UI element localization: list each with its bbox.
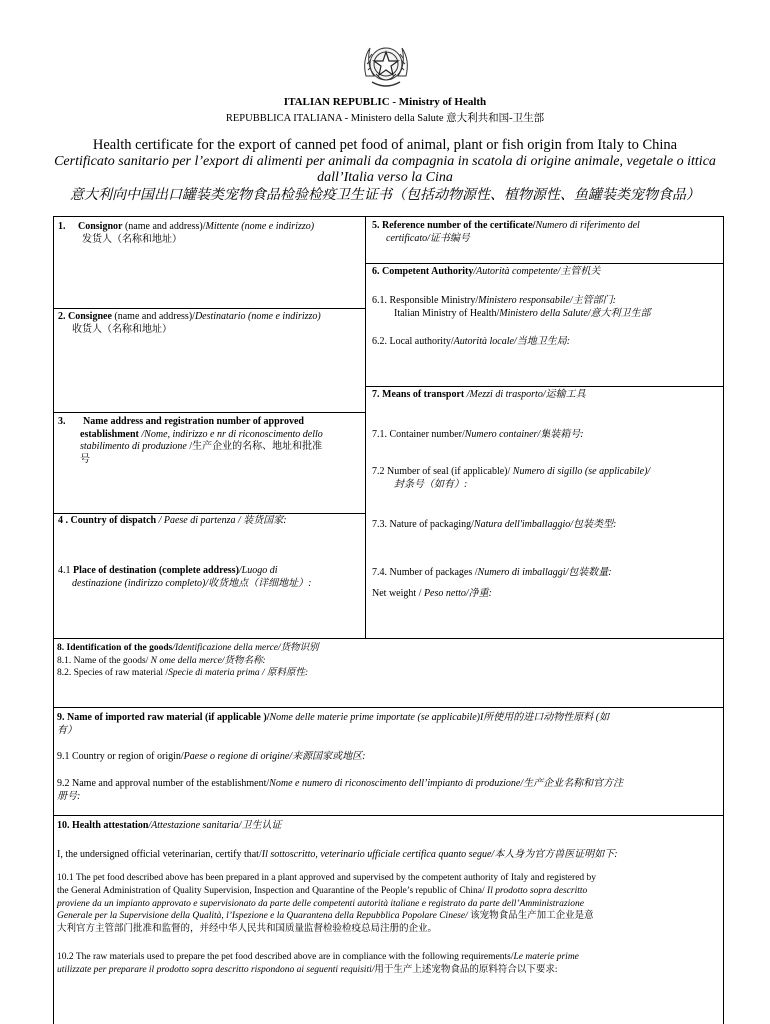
- p1-line-2: the General Administration of Quality Supervision, Inspection and Quarantine of the People’s republic of China/: [57, 885, 485, 896]
- section-establishment[interactable]: [58, 416, 362, 466]
- section-consignor[interactable]: [58, 221, 358, 246]
- container-it: Numero container/集装箱号:: [464, 429, 584, 440]
- title-english: Health certificate for the export of canned pet food of animal, plant or fish origin from Italy to China: [92, 137, 678, 153]
- ministry-value-it: Ministero della Salute/意大利卫生部: [499, 307, 651, 319]
- authority-label: 6. Competent Authority: [372, 266, 474, 277]
- origin-it: Paese o regione di origine/来源国家或地区:: [183, 751, 366, 762]
- section-goods-identification[interactable]: [57, 642, 719, 680]
- ministry-value: Italian Ministry of Health/: [394, 307, 500, 319]
- packages-it: Numero di imballaggi/包装数量:: [477, 567, 612, 578]
- attestation-paragraph-2: [57, 951, 721, 977]
- p1-line-5: 大利官方主管部门批准和监督的，并经中华人民共和国质量监督检验检疫总局注册的企业。: [57, 924, 438, 935]
- destination-it-cont: destinazione (indirizzo completo)/收货地点（详细地址）:: [72, 577, 312, 589]
- dispatch-label: 4 . Country of dispatch: [58, 515, 157, 526]
- origin-label: 9.1 Country or region of origin/: [57, 751, 184, 762]
- p1-line-2-it: Il prodotto sopra descritto: [484, 885, 588, 896]
- italian-emblem-icon: [358, 36, 414, 94]
- p1-line-4-zh: 该宠物食品生产加工企业是意: [467, 911, 594, 922]
- transport-label: 7. Means of transport: [372, 389, 465, 400]
- section-seal-number[interactable]: [372, 466, 720, 491]
- section-origin-country[interactable]: [57, 751, 719, 764]
- section-health-attestation: [57, 820, 719, 833]
- net-weight-it: Peso netto/净重:: [421, 588, 492, 599]
- consignor-desc: (name and address)/: [122, 221, 206, 232]
- destination-label: Place of destination (complete address): [73, 565, 239, 576]
- raw-material-label: 9. Name of imported raw material (if applicable )/: [57, 712, 270, 723]
- title-chinese: 意大利向中国出口罐装类宠物食品检验检疫卫生证书（包括动物源性、植物源性、鱼罐装类宠物食品）: [70, 188, 700, 203]
- header-line-1: ITALIAN REPUBLIC - Ministry of Health: [283, 96, 487, 108]
- p1-line-4: Generale per la Supervisione della Qualità, l’Ispezione e la Quarantena della Repubblica Popolare Cinese/: [57, 911, 468, 922]
- divider-1-2: [54, 308, 365, 309]
- establishment-zh: /生产企业的名称、地址和批准: [186, 441, 323, 452]
- p2-line-2: utilizzate per preparare il prodotto sopra descritto rispondono ai seguenti requisiti/: [57, 964, 375, 975]
- section-raw-material[interactable]: [57, 712, 719, 737]
- local-authority-label: 6.2. Local authority/: [372, 336, 454, 347]
- raw-material-it-cont: 有）: [57, 724, 77, 736]
- goods-name-it: N ome della merce/货物名称:: [148, 655, 266, 666]
- reference-label: 5. Reference number of the certificate/: [372, 220, 536, 231]
- dispatch-it: / Paese di partenza / 装货国家:: [156, 515, 287, 526]
- column-divider: [365, 217, 366, 638]
- intro-it: Il sottoscritto, veterinario ufficiale certifica quanto segue/本人身为官方兽医证明如下:: [261, 849, 618, 860]
- approval-it-cont: 册号:: [57, 790, 81, 802]
- divider-8: [54, 638, 723, 639]
- consignee-it: Destinatario (nome e indirizzo): [194, 311, 321, 322]
- section-responsible-ministry[interactable]: [372, 295, 720, 320]
- establishment-it-cont: stabilimento di produzione: [80, 441, 187, 452]
- section-local-authority[interactable]: [372, 336, 720, 349]
- transport-it: /Mezzi di trasporto/运输工具: [464, 389, 586, 400]
- header-line-2: REPUBBLICA ITALIANA - Ministero della Salute 意大利共和国-卫生部: [225, 113, 545, 124]
- consignee-label: 2. Consignee: [58, 311, 112, 322]
- divider-6-7: [365, 386, 723, 387]
- section-competent-authority[interactable]: [372, 266, 720, 279]
- divider-5-6: [365, 263, 723, 264]
- divider-10: [54, 815, 723, 816]
- goods-it: /Identificazione della merce/货物识别: [172, 643, 319, 653]
- ministry-label: 6.1. Responsible Ministry/: [372, 295, 479, 306]
- consignee-zh: 收货人（名称和地址）: [72, 323, 172, 335]
- section-transport[interactable]: [372, 389, 720, 402]
- consignee-desc: (name and address)/: [111, 311, 195, 322]
- p2-line-1: 10.2 The raw materials used to prepare the pet food described above are in compliance with the following requirements/: [57, 952, 514, 962]
- seal-it: Numero di sigillo (se applicabile)/: [510, 466, 651, 477]
- establishment-label: Name address and registration number of approved: [83, 416, 304, 427]
- section-destination[interactable]: [58, 565, 364, 590]
- title-italian: Certificato sanitario per l’export di alimenti per animali da compagnia in scatola di origine animale, vegetale o ittica: [54, 154, 716, 169]
- local-authority-it: Autorità locale/当地卫生局:: [453, 336, 571, 347]
- divider-9: [54, 707, 723, 708]
- section-consignee[interactable]: [58, 311, 364, 336]
- approval-label: 9.2 Name and approval number of the establishment/: [57, 778, 270, 789]
- intro-text: I, the undersigned official veterinarian, certify that/: [57, 849, 262, 860]
- consignor-it: Mittente (nome e indirizzo): [205, 221, 315, 232]
- net-weight-label: Net weight /: [372, 588, 422, 599]
- destination-number: 4.1: [58, 565, 73, 576]
- approval-it: Nome e numero di riconoscimento dell’impianto di produzione/生产企业名称和官方注: [269, 778, 624, 789]
- goods-label: 8. Identification of the goods: [57, 643, 173, 653]
- section-container-number[interactable]: [372, 429, 720, 442]
- reference-it-cont: certificato/证书编号: [386, 232, 470, 244]
- raw-species-label: 8.2. Species of raw material /: [57, 668, 169, 678]
- section-net-weight[interactable]: [372, 588, 720, 601]
- consignor-label: Consignor: [78, 221, 123, 232]
- packaging-label: 7.3. Nature of packaging/: [372, 519, 474, 530]
- goods-name-label: 8.1. Name of the goods/: [57, 655, 149, 666]
- establishment-label-cont: establishment: [80, 428, 139, 440]
- establishment-zh-cont: 号: [80, 453, 90, 465]
- p2-line-2-zh: 用于生产上述宠物食品的原料符合以下要求:: [374, 964, 558, 975]
- attestation-it: /Attestazione sanitaria/卫生认证: [148, 820, 282, 831]
- section-reference-number[interactable]: [372, 220, 720, 245]
- section-number-packages[interactable]: [372, 567, 720, 580]
- seal-label: 7.2 Number of seal (if applicable)/: [372, 466, 511, 477]
- section-establishment-approval[interactable]: [57, 778, 719, 803]
- p1-line-3: proviene da un impianto approvato e supervisionato da parte delle competenti autorità italiane e registrato da parte dell’Amministrazione: [57, 898, 584, 909]
- reference-it: Numero di riferimento del: [535, 220, 640, 231]
- packaging-it: Natura dell'imballaggio/包装类型:: [473, 519, 617, 530]
- section-number: 3.: [58, 416, 66, 427]
- raw-species-it: Specie di materia prima / 原料原性:: [168, 668, 309, 678]
- certificate-form: [53, 216, 724, 1024]
- establishment-it: /Nome, indirizzo e nr di riconoscimento dello: [138, 428, 323, 440]
- packages-label: 7.4. Number of packages /: [372, 567, 478, 578]
- ministry-it: Ministero responsabile/主管部门:: [478, 295, 616, 306]
- authority-it: /Autorità competente/主管机关: [473, 266, 601, 277]
- section-packaging[interactable]: [372, 519, 720, 532]
- divider-2-3: [54, 412, 365, 413]
- destination-it: /Luogo di: [238, 565, 278, 576]
- p2-line-1-it: Le materie prime: [513, 952, 579, 962]
- p1-line-1: 10.1 The pet food described above has been prepared in a plant approved and supervised by the competent authority of Italy and registered by: [57, 873, 597, 883]
- seal-zh: 封条号（如有）:: [394, 478, 468, 490]
- section-number: 1.: [58, 221, 66, 232]
- container-label: 7.1. Container number/: [372, 429, 465, 440]
- divider-3-4: [54, 513, 365, 514]
- section-country-dispatch[interactable]: [58, 515, 364, 528]
- consignor-zh: 发货人（名称和地址）: [82, 233, 182, 245]
- attestation-label: 10. Health attestation: [57, 820, 149, 831]
- attestation-paragraph-1: [57, 872, 721, 936]
- raw-material-it: Nome delle materie prime importate (se applicabile)I所使用的进口动物性原料 (如: [269, 712, 610, 723]
- attestation-intro: [57, 849, 719, 862]
- title-italian-cont: dall’Italia verso la Cina: [317, 170, 453, 185]
